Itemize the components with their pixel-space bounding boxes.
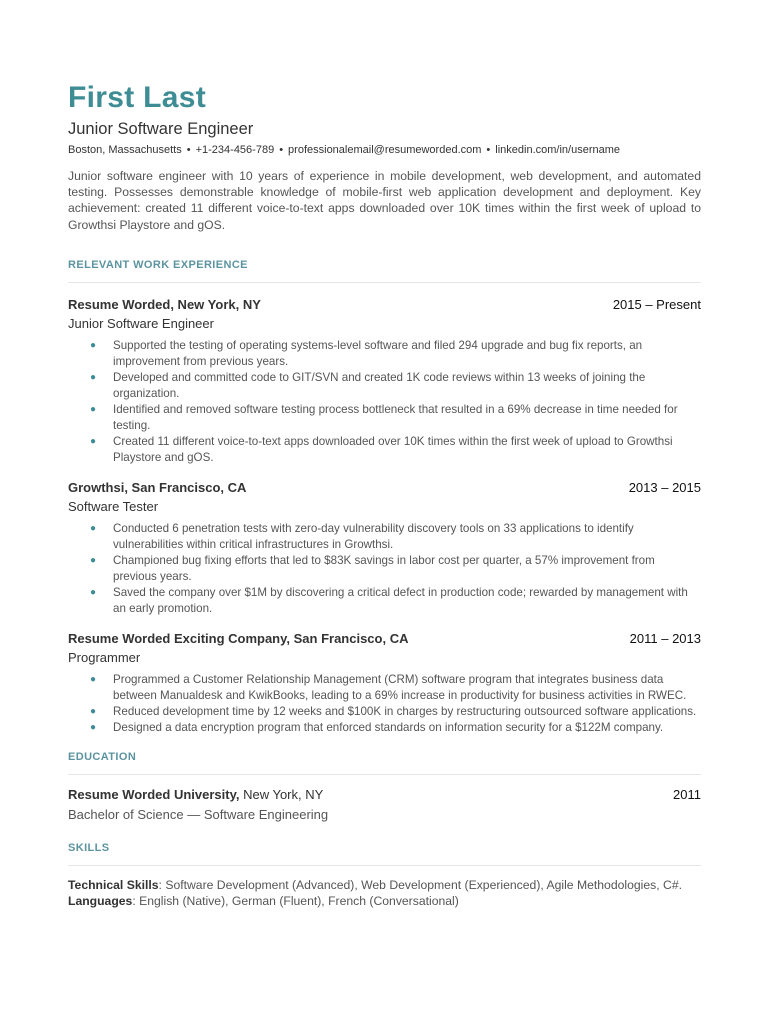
bullet-text: Conducted 6 penetration tests with zero-day vulnerability discovery tools on 33 applications to identify vulnerabilities within critical infrastructures in Growthsi. — [113, 521, 634, 551]
contact-linkedin[interactable]: linkedin.com/in/username — [495, 144, 620, 156]
bullet-dot-icon: ● — [90, 586, 97, 598]
job-role: Software Tester — [68, 498, 159, 514]
job-bullet — [90, 585, 701, 617]
bullet-text: Programmed a Customer Relationship Management (CRM) software program that integrates business data between Manualdesk and KwikBooks, leading to a 69% increase in productivity for business activities in RWEC. — [113, 672, 687, 702]
job-role: Junior Software Engineer — [68, 315, 214, 331]
section-title-education: EDUCATION — [68, 750, 137, 763]
bullet-dot-icon: ● — [90, 435, 97, 447]
job-bullet — [90, 672, 701, 704]
education-school-line — [68, 787, 323, 803]
bullet-text: Reduced development time by 12 weeks and $100K in charges by restructuring outsourced software applications. — [113, 704, 697, 718]
education-school: Resume Worded University, — [68, 786, 240, 802]
job-dates: 2011 – 2013 — [629, 630, 701, 646]
bullet-dot-icon: ● — [90, 554, 97, 566]
contact-location: Boston, Massachusetts — [68, 144, 182, 156]
bullet-dot-icon: ● — [90, 371, 97, 383]
contact-separator: • — [186, 144, 191, 156]
job-dates: 2015 – Present — [612, 296, 701, 312]
candidate-title: Junior Software Engineer — [68, 120, 254, 138]
job-bullet — [90, 720, 701, 736]
skills-block — [68, 877, 701, 909]
skills-languages-value: : English (Native), German (Fluent), French (Conversational) — [132, 893, 459, 908]
section-title-skills: SKILLS — [68, 841, 110, 854]
job-entry — [68, 480, 701, 617]
job-dates: 2013 – 2015 — [628, 479, 701, 495]
education-location: New York, NY — [239, 786, 324, 802]
bullet-text: Saved the company over $1M by discovering a critical defect in production code; rewarded by management with an early promotion. — [113, 585, 688, 615]
bullet-text: Championed bug fixing efforts that led to $83K savings in labor cost per quarter, a 57% improvement from previous years. — [113, 553, 655, 583]
job-bullet — [90, 402, 701, 434]
skills-technical-label: Technical Skills — [68, 877, 159, 892]
job-company: Growthsi, San Francisco, CA — [68, 479, 247, 495]
job-header — [68, 297, 701, 313]
job-bullets — [68, 521, 701, 617]
job-bullet — [90, 338, 701, 370]
bullet-dot-icon: ● — [90, 403, 97, 415]
summary-paragraph: Junior software engineer with 10 years of experience in mobile development, web development, and automated testing. Possesses demonstrable knowledge of mobile-first web application development and deployment. Key achievement: created 11 different voice-to-text apps downloaded over 10K times within the first week of upload to Growthsi Playstore and gOS. — [68, 169, 701, 232]
job-header — [68, 631, 701, 647]
section-divider — [68, 865, 701, 866]
job-bullet — [90, 521, 701, 553]
bullet-text: Created 11 different voice-to-text apps downloaded over 10K times within the first week of upload to Growthsi Playstore and gOS. — [113, 434, 673, 464]
bullet-dot-icon: ● — [90, 673, 97, 685]
job-bullet — [90, 553, 701, 585]
skills-languages-label: Languages — [68, 893, 133, 908]
bullet-text: Supported the testing of operating systems-level software and filed 294 upgrade and bug fix reports, an improvement from previous years. — [113, 338, 643, 368]
education-year: 2011 — [673, 786, 701, 802]
job-company: Resume Worded Exciting Company, San Francisco, CA — [68, 630, 409, 646]
job-entry — [68, 631, 701, 736]
bullet-text: Identified and removed software testing process bottleneck that resulted in a 69% decrease in time needed for testing. — [113, 402, 678, 432]
section-divider — [68, 282, 701, 283]
education-header — [68, 787, 701, 803]
skills-languages — [68, 893, 701, 909]
section-divider — [68, 774, 701, 775]
bullet-text: Developed and committed code to GIT/SVN and created 1K code reviews within 13 weeks of joining the organization. — [113, 370, 646, 400]
contact-phone: +1-234-456-789 — [195, 144, 275, 156]
candidate-name: First Last — [68, 81, 207, 114]
job-entry — [68, 297, 701, 466]
job-bullets — [68, 338, 701, 466]
section-title-experience: RELEVANT WORK EXPERIENCE — [68, 258, 248, 271]
skills-technical-value: : Software Development (Advanced), Web Development (Experienced), Agile Methodologies, C#. — [158, 877, 682, 892]
job-bullet — [90, 370, 701, 402]
bullet-dot-icon: ● — [90, 522, 97, 534]
job-bullet — [90, 434, 701, 466]
skills-technical — [68, 877, 701, 893]
bullet-dot-icon: ● — [90, 721, 97, 733]
contact-separator: • — [279, 144, 284, 156]
contact-separator: • — [486, 144, 491, 156]
contact-line — [68, 143, 701, 157]
job-company: Resume Worded, New York, NY — [68, 296, 261, 312]
job-header — [68, 480, 701, 496]
bullet-dot-icon: ● — [90, 339, 97, 351]
job-role: Programmer — [68, 649, 141, 665]
job-bullets — [68, 672, 701, 736]
bullet-dot-icon: ● — [90, 705, 97, 717]
education-degree: Bachelor of Science — Software Engineering — [68, 806, 329, 822]
bullet-text: Designed a data encryption program that enforced standards on information security for a $122M company. — [113, 720, 664, 734]
job-bullet — [90, 704, 701, 720]
contact-email[interactable]: professionalemail@resumeworded.com — [288, 144, 482, 156]
